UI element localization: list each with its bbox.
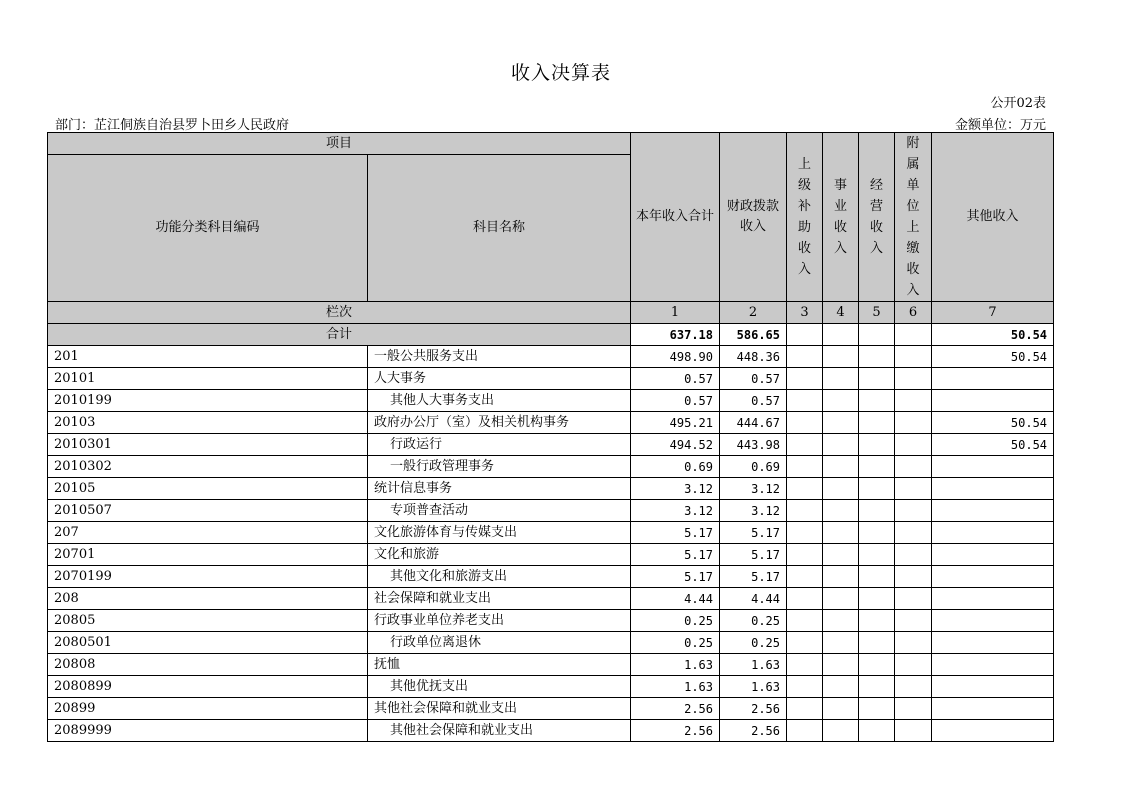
row-superior	[787, 368, 823, 390]
header-business: 事 业 收 入	[823, 133, 859, 302]
row-operating	[859, 434, 895, 456]
row-affiliated	[895, 368, 932, 390]
row-operating	[859, 346, 895, 368]
row-code: 201	[48, 346, 368, 368]
row-fiscal: 0.57	[720, 390, 787, 412]
income-table	[47, 132, 1054, 742]
row-affiliated	[895, 478, 932, 500]
row-business	[823, 390, 859, 412]
row-name: 人大事务	[368, 368, 631, 390]
row-affiliated	[895, 346, 932, 368]
row-affiliated	[895, 544, 932, 566]
row-business	[823, 522, 859, 544]
col-num-2: 2	[720, 302, 787, 324]
row-superior	[787, 610, 823, 632]
row-name: 其他文化和旅游支出	[368, 566, 631, 588]
row-fiscal: 0.25	[720, 610, 787, 632]
page-title: 收入决算表	[510, 62, 611, 84]
row-code: 207	[48, 522, 368, 544]
row-total: 2.56	[631, 698, 720, 720]
row-code: 20899	[48, 698, 368, 720]
row-affiliated	[895, 390, 932, 412]
row-operating	[859, 698, 895, 720]
table-row	[48, 654, 1054, 676]
total-other: 50.54	[932, 324, 1054, 346]
row-operating	[859, 566, 895, 588]
row-operating	[859, 720, 895, 742]
row-affiliated	[895, 434, 932, 456]
header-row-1	[48, 133, 1054, 155]
row-fiscal: 5.17	[720, 566, 787, 588]
row-superior	[787, 698, 823, 720]
row-affiliated	[895, 632, 932, 654]
row-operating	[859, 654, 895, 676]
header-other: 其他收入	[932, 133, 1054, 302]
row-other	[932, 544, 1054, 566]
row-superior	[787, 478, 823, 500]
table-row	[48, 588, 1054, 610]
row-affiliated	[895, 412, 932, 434]
total-sum: 637.18	[631, 324, 720, 346]
table-row	[48, 632, 1054, 654]
col-num-4: 4	[823, 302, 859, 324]
row-code: 20808	[48, 654, 368, 676]
row-other	[932, 676, 1054, 698]
row-superior	[787, 544, 823, 566]
row-affiliated	[895, 654, 932, 676]
table-row	[48, 346, 1054, 368]
row-business	[823, 346, 859, 368]
row-affiliated	[895, 566, 932, 588]
row-total: 0.57	[631, 390, 720, 412]
row-name: 行政事业单位养老支出	[368, 610, 631, 632]
row-business	[823, 698, 859, 720]
row-superior	[787, 654, 823, 676]
row-affiliated	[895, 610, 932, 632]
table-row	[48, 566, 1054, 588]
header-code: 功能分类科目编码	[48, 155, 368, 302]
row-superior	[787, 588, 823, 610]
row-operating	[859, 610, 895, 632]
header-project: 项目	[48, 133, 631, 155]
row-name: 统计信息事务	[368, 478, 631, 500]
row-total: 5.17	[631, 522, 720, 544]
row-other	[932, 478, 1054, 500]
row-operating	[859, 676, 895, 698]
row-superior	[787, 434, 823, 456]
row-business	[823, 654, 859, 676]
row-superior	[787, 346, 823, 368]
row-code: 2010301	[48, 434, 368, 456]
row-fiscal: 2.56	[720, 720, 787, 742]
row-fiscal: 0.69	[720, 456, 787, 478]
row-total: 0.57	[631, 368, 720, 390]
row-other: 50.54	[932, 346, 1054, 368]
row-business	[823, 500, 859, 522]
row-name: 一般行政管理事务	[368, 456, 631, 478]
table-row	[48, 676, 1054, 698]
row-name: 一般公共服务支出	[368, 346, 631, 368]
row-code: 20701	[48, 544, 368, 566]
row-total: 5.17	[631, 544, 720, 566]
row-operating	[859, 632, 895, 654]
row-other	[932, 500, 1054, 522]
row-business	[823, 412, 859, 434]
column-number-row	[48, 302, 1054, 324]
row-fiscal: 1.63	[720, 676, 787, 698]
row-operating	[859, 478, 895, 500]
row-operating	[859, 500, 895, 522]
row-fiscal: 444.67	[720, 412, 787, 434]
header-affiliated: 附 属 单 位 上 缴 收 入	[895, 133, 932, 302]
row-code: 2070199	[48, 566, 368, 588]
header-fiscal: 财政拨款收入	[720, 133, 787, 302]
row-business	[823, 588, 859, 610]
table-row	[48, 544, 1054, 566]
total-row	[48, 324, 1054, 346]
row-business	[823, 720, 859, 742]
row-superior	[787, 632, 823, 654]
row-total: 2.56	[631, 720, 720, 742]
total-affiliated	[895, 324, 932, 346]
row-affiliated	[895, 500, 932, 522]
row-superior	[787, 720, 823, 742]
row-operating	[859, 588, 895, 610]
row-name: 文化旅游体育与传媒支出	[368, 522, 631, 544]
table-row	[48, 720, 1054, 742]
table-row	[48, 698, 1054, 720]
row-total: 5.17	[631, 566, 720, 588]
row-superior	[787, 412, 823, 434]
row-other	[932, 654, 1054, 676]
table-row	[48, 522, 1054, 544]
row-other	[932, 522, 1054, 544]
row-fiscal: 2.56	[720, 698, 787, 720]
col-num-6: 6	[895, 302, 932, 324]
row-fiscal: 5.17	[720, 522, 787, 544]
header-superior: 上 级 补 助 收 入	[787, 133, 823, 302]
table-row	[48, 412, 1054, 434]
row-fiscal: 1.63	[720, 654, 787, 676]
total-superior	[787, 324, 823, 346]
row-fiscal: 4.44	[720, 588, 787, 610]
row-total: 0.25	[631, 632, 720, 654]
row-name: 社会保障和就业支出	[368, 588, 631, 610]
row-total: 4.44	[631, 588, 720, 610]
row-name: 其他人大事务支出	[368, 390, 631, 412]
row-business	[823, 434, 859, 456]
row-other	[932, 390, 1054, 412]
row-other	[932, 588, 1054, 610]
col-num-5: 5	[859, 302, 895, 324]
row-other	[932, 698, 1054, 720]
row-total: 495.21	[631, 412, 720, 434]
row-business	[823, 676, 859, 698]
col-num-3: 3	[787, 302, 823, 324]
row-superior	[787, 390, 823, 412]
row-code: 2089999	[48, 720, 368, 742]
row-code: 2010507	[48, 500, 368, 522]
total-business	[823, 324, 859, 346]
header-operating: 经 营 收 入	[859, 133, 895, 302]
row-fiscal: 0.57	[720, 368, 787, 390]
row-name: 行政单位离退休	[368, 632, 631, 654]
row-fiscal: 5.17	[720, 544, 787, 566]
row-operating	[859, 368, 895, 390]
row-other	[932, 456, 1054, 478]
unit-label: 金额单位：万元	[954, 118, 1046, 133]
row-operating	[859, 456, 895, 478]
row-total: 3.12	[631, 478, 720, 500]
row-name: 其他社会保障和就业支出	[368, 698, 631, 720]
row-other	[932, 368, 1054, 390]
row-business	[823, 610, 859, 632]
row-affiliated	[895, 698, 932, 720]
row-operating	[859, 390, 895, 412]
row-code: 20805	[48, 610, 368, 632]
row-fiscal: 448.36	[720, 346, 787, 368]
row-total: 1.63	[631, 676, 720, 698]
row-name: 其他社会保障和就业支出	[368, 720, 631, 742]
row-superior	[787, 456, 823, 478]
row-affiliated	[895, 720, 932, 742]
row-business	[823, 632, 859, 654]
row-other	[932, 720, 1054, 742]
row-total: 494.52	[631, 434, 720, 456]
row-affiliated	[895, 456, 932, 478]
row-other	[932, 632, 1054, 654]
row-fiscal: 0.25	[720, 632, 787, 654]
table-row	[48, 368, 1054, 390]
row-business	[823, 566, 859, 588]
row-fiscal: 443.98	[720, 434, 787, 456]
row-code: 20105	[48, 478, 368, 500]
table-body	[48, 346, 1054, 742]
row-total: 0.69	[631, 456, 720, 478]
row-operating	[859, 522, 895, 544]
table-row	[48, 456, 1054, 478]
row-code: 20103	[48, 412, 368, 434]
total-operating	[859, 324, 895, 346]
row-name: 抚恤	[368, 654, 631, 676]
form-number: 公开02表	[990, 96, 1046, 111]
row-other: 50.54	[932, 434, 1054, 456]
column-label: 栏次	[48, 302, 631, 324]
row-other: 50.54	[932, 412, 1054, 434]
row-business	[823, 456, 859, 478]
row-superior	[787, 676, 823, 698]
row-code: 2010199	[48, 390, 368, 412]
total-label: 合计	[48, 324, 631, 346]
row-superior	[787, 566, 823, 588]
row-business	[823, 368, 859, 390]
table-row	[48, 610, 1054, 632]
row-other	[932, 610, 1054, 632]
row-operating	[859, 412, 895, 434]
row-fiscal: 3.12	[720, 500, 787, 522]
row-total: 0.25	[631, 610, 720, 632]
department-label: 部门：芷江侗族自治县罗卜田乡人民政府	[55, 118, 290, 133]
row-superior	[787, 500, 823, 522]
row-business	[823, 478, 859, 500]
row-superior	[787, 522, 823, 544]
row-code: 20101	[48, 368, 368, 390]
col-num-7: 7	[932, 302, 1054, 324]
row-affiliated	[895, 522, 932, 544]
row-name: 行政运行	[368, 434, 631, 456]
row-affiliated	[895, 676, 932, 698]
row-affiliated	[895, 588, 932, 610]
row-total: 3.12	[631, 500, 720, 522]
row-code: 208	[48, 588, 368, 610]
table-row	[48, 390, 1054, 412]
row-name: 专项普查活动	[368, 500, 631, 522]
row-code: 2080501	[48, 632, 368, 654]
row-name: 文化和旅游	[368, 544, 631, 566]
col-num-1: 1	[631, 302, 720, 324]
row-business	[823, 544, 859, 566]
table-row	[48, 434, 1054, 456]
row-code: 2080899	[48, 676, 368, 698]
row-other	[932, 566, 1054, 588]
header-name: 科目名称	[368, 155, 631, 302]
table-row	[48, 478, 1054, 500]
table-row	[48, 500, 1054, 522]
row-code: 2010302	[48, 456, 368, 478]
row-name: 政府办公厅（室）及相关机构事务	[368, 412, 631, 434]
row-total: 1.63	[631, 654, 720, 676]
row-name: 其他优抚支出	[368, 676, 631, 698]
row-total: 498.90	[631, 346, 720, 368]
row-fiscal: 3.12	[720, 478, 787, 500]
total-fiscal: 586.65	[720, 324, 787, 346]
row-operating	[859, 544, 895, 566]
header-total: 本年收入合计	[631, 133, 720, 302]
